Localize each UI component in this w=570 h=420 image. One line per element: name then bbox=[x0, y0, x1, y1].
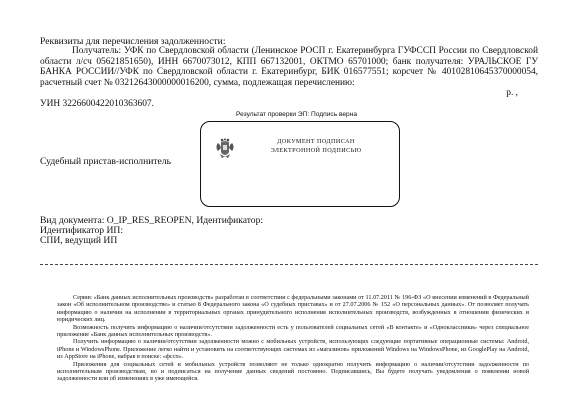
footer-paragraph: Сервис «Банк данных исполнительных производств» разработан в соответствии с федеральными законами от 11.07.2011 № 196-ФЗ «О внесении изменений в Федеральный закон «Об исполнительном производстве» и статью 8 Федерального закона «О судебных приставах» и от 27.07.2006 № 152 «О персональных данных». От позволяет получать информацию о наличии на исполнении в территориальных органах принудительного исполнения исполнительных производств, возбужденных в отношении физических и юридических лиц. bbox=[57, 294, 529, 324]
bailiff-title: Судебный пристав-исполнитель bbox=[40, 156, 171, 167]
document-info bbox=[40, 216, 263, 245]
payment-recipient-text: Получатель: УФК по Свердловской области (Ленинское РОСП г. Екатеринбурга ГУФССП России по Свердловской области л/сч 05621851650), ИНН 6670073012, КПП 667132001, ОКТМО 65701000; банк получателя: УРАЛЬСКОЕ ГУ БАНКА РОССИИ//УФК по Свердловской области г. Екатеринбург, БИК 016577551; корсчет № 40102810645370000054, расчетный счет № 03212643000000016200, сумма, подлежащая перечислению: bbox=[40, 46, 538, 88]
signature-check-caption: Результат проверки ЭП: Подпись верна bbox=[236, 111, 358, 118]
coat-of-arms-icon bbox=[214, 136, 236, 162]
section-divider bbox=[40, 264, 538, 265]
lead-officer-line: СПИ, ведущий ИП bbox=[40, 234, 118, 246]
requisites-heading: Реквизиты для перечисления задолженности: bbox=[40, 36, 226, 47]
stamp-line-electronic-signature: ЭЛЕКТРОННОЙ ПОДПИСЬЮ bbox=[270, 146, 362, 154]
service-info-footer bbox=[57, 294, 529, 383]
enforcement-id-line: Идентификатор ИП: bbox=[40, 224, 123, 236]
footer-paragraph: Возможность получить информацию о наличии/отсутствии задолженности есть у пользователей социальных сетей «В контакте» и «Одноклассники» через специальное приложение «Банк данных исполнительных производств». bbox=[57, 323, 529, 339]
stamp-line-document-signed: ДОКУМЕНТ ПОДПИСАН bbox=[277, 138, 355, 145]
uin-text: УИН 3226600422010363607. bbox=[40, 98, 154, 109]
footer-paragraph: Приложения для социальных сетей и мобильных устройств позволяют не только однократно получить информацию о наличии/отсутствии задолженности по исполнительным производствам, но и подписаться на получение данных сведений постоянно. Подписавшись, Вы будете получать уведомления о появлении новой задолженности или об изменениях в уже имеющейся. bbox=[57, 360, 529, 383]
document-type-line: Вид документа: O_IP_RES_REOPEN, Идентификатор: bbox=[40, 215, 264, 226]
signature-stamp-text bbox=[241, 138, 391, 155]
payment-amount-text: р. , bbox=[506, 88, 518, 99]
footer-paragraph: Получить информацию о наличии/отсутствии задолженности можно с мобильных устройств, использующих следующие портативные операционные системы: Android, iPhone и WindowsPhone. Приложение легко найти и установить на соответствующих системах из «магазинов» приложений Windows на WindowsPhone, из GooglePlay на Android, из AppStore на iPhone, набрав в поиске: «фссп». bbox=[57, 338, 529, 361]
payment-details bbox=[40, 46, 538, 110]
electronic-signature-stamp bbox=[200, 121, 400, 207]
